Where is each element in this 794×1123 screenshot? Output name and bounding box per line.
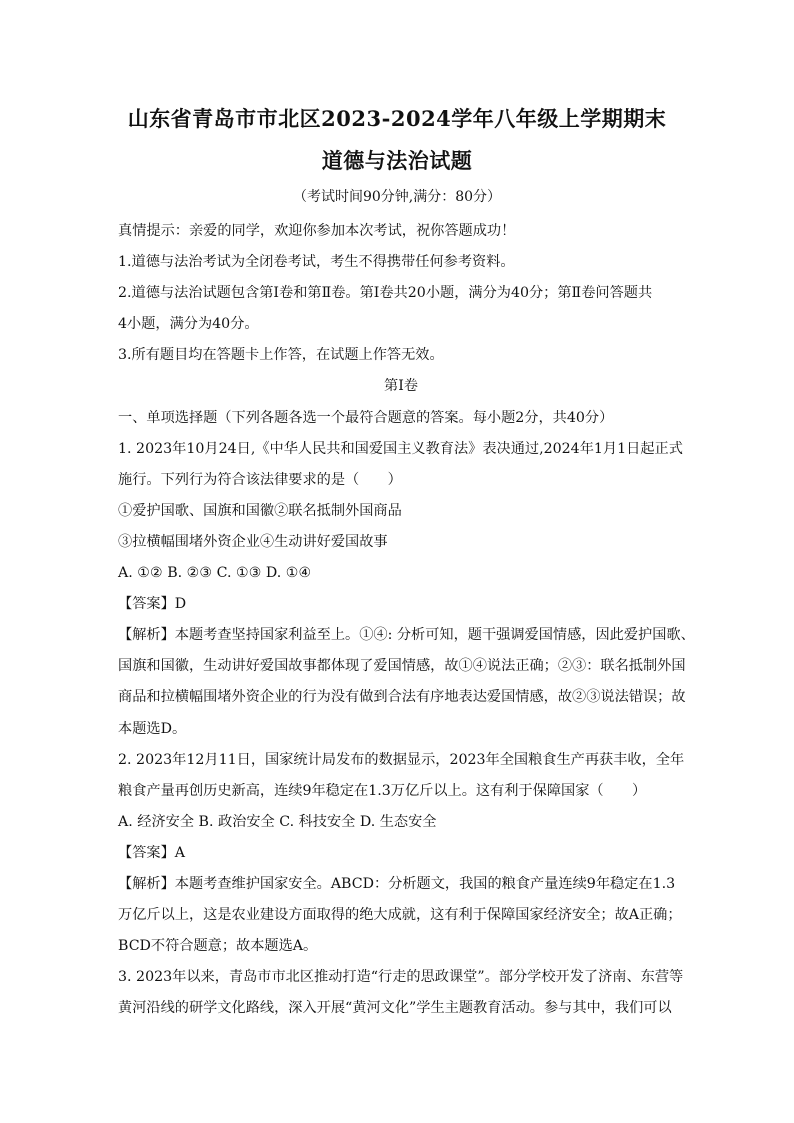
exam-title: 山东省青岛市市北区2023-2024学年八年级上学期期末: [127, 106, 667, 131]
question-3-cont: 黄河沿线的研学文化路线，深入开展“黄河文化”学生主题教育活动。参与其中，我们可以: [118, 1000, 672, 1017]
instruction-1: 1.道德与法治考试为全闭卷考试，考生不得携带任何参考资料。: [118, 254, 515, 271]
question-1-items-cont: ③拉横幅围堵外资企业④生动讲好爱国故事: [118, 533, 388, 550]
part-heading: 一、单项选择题（下列各题各选一个最符合题意的答案。每小题2分，共40分）: [118, 409, 614, 426]
question-2-options: A. 经济安全 B. 政治安全 C. 科技安全 D. 生态安全: [118, 813, 437, 830]
exam-time-info: （考试时间90分钟,满分：80分）: [292, 189, 502, 205]
question-2-cont: 粮食产量再创历史新高，连续9年稳定在1.3万亿斤以上。这有利于保障国家（ ）: [118, 782, 647, 799]
question-1-cont: 施行。下列行为符合该法律要求的是（ ）: [118, 471, 402, 488]
question-1-options: A. ①② B. ②③ C. ①③ D. ①④: [118, 565, 312, 582]
question-1-items: ①爱护国歌、国旗和国徽②联名抵制外国商品: [118, 502, 402, 519]
exam-body: [118, 216, 695, 1024]
instruction-2-cont: 4小题，满分为40分。: [118, 316, 259, 333]
analysis-1-cont: 本题选D。: [118, 720, 187, 737]
analysis-2: 【解析】本题考查维护国家安全。ABCD：分析题文，我国的粮食产量连续9年稳定在1.3: [118, 875, 676, 892]
question-1: 1. 2023年10月24日,《中华人民共和国爱国主义教育法》表决通过,2024年1月1日起正式: [118, 440, 683, 457]
instruction-2: 2.道德与法治试题包含第Ⅰ卷和第Ⅱ卷。第Ⅰ卷共20小题，满分为40分；第Ⅱ卷问答题共: [118, 285, 653, 302]
answer-2: 【答案】A: [118, 844, 185, 861]
instruction-3: 3.所有题目均在答题卡上作答，在试题上作答无效。: [118, 347, 444, 364]
analysis-1-cont: 国旗和国徽，生动讲好爱国故事都体现了爱国情感，故①④说法正确；②③：联名抵制外国: [118, 658, 686, 675]
analysis-2-cont: BCD不符合题意；故本题选A。: [118, 938, 318, 955]
question-3: 3. 2023年以来，青岛市市北区推动打造“行走的思政课堂”。部分学校开发了济南、东营等: [118, 969, 684, 986]
exam-subject-title: 道德与法治试题: [321, 148, 473, 173]
analysis-2-cont: 万亿斤以上，这是农业建设方面取得的绝大成就，这有利于保障国家经济安全；故A正确；: [118, 907, 682, 924]
answer-1: 【答案】D: [118, 596, 187, 613]
analysis-1: 【解析】本题考查坚持国家利益至上。①④: 分析可知，题干强调爱国情感，因此爱护国歌、: [118, 627, 695, 644]
tip-line: 真情提示：亲爱的同学，欢迎你参加本次考试，祝你答题成功！: [118, 223, 516, 239]
question-2: 2. 2023年12月11日，国家统计局发布的数据显示，2023年全国粮食生产再获丰收，全年: [118, 751, 685, 768]
analysis-1-cont: 商品和拉横幅围堵外资企业的行为没有做到合法有序地表达爱国情感，故②③说法错误；故: [118, 689, 686, 706]
section-heading: 第Ⅰ卷: [384, 378, 418, 395]
